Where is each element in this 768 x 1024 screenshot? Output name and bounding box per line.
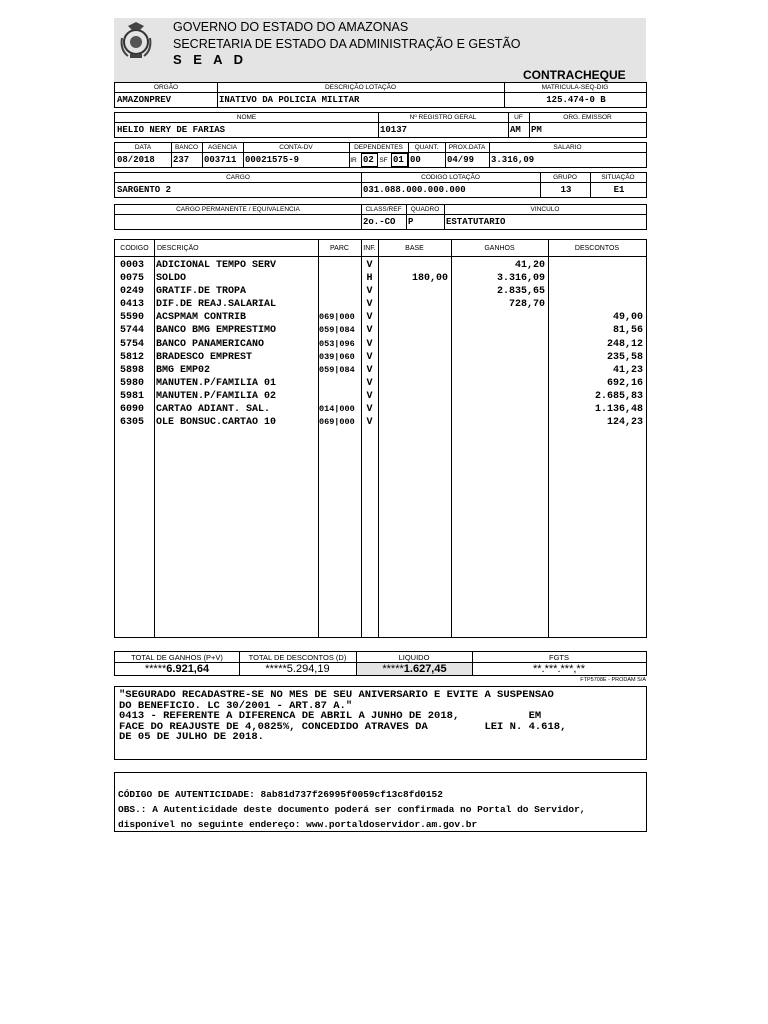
- cell-base: [378, 377, 451, 390]
- cell-descontos: 49,00: [612, 312, 643, 324]
- data-label: DATA: [134, 144, 152, 151]
- cell-base: [378, 351, 451, 364]
- salario-value: 3.316,09: [491, 155, 535, 165]
- cell-base: [378, 390, 451, 403]
- cell-ganhos: [451, 377, 548, 390]
- cell-codigo: 5744: [120, 325, 145, 337]
- liquido-label: LIQUIDO: [398, 653, 430, 662]
- cell-ganhos: [451, 403, 548, 416]
- col-header-descontos: DESCONTOS: [574, 245, 620, 252]
- conta-value: 00021575-9: [245, 155, 300, 165]
- cell-codigo: 5981: [120, 390, 145, 402]
- cell-inf: V: [366, 364, 373, 376]
- cell-base: [378, 285, 451, 298]
- cell-descricao: OLE BONSUC.CARTAO 10: [156, 417, 277, 429]
- amazonas-coat-of-arms-icon: [118, 20, 154, 60]
- descricao-column: [156, 259, 318, 429]
- col-header-codigo: CÓDIGO: [120, 245, 149, 252]
- info-row-cargo: [114, 172, 647, 198]
- registro-label: Nº REGISTRO GERAL: [409, 114, 477, 121]
- cell-descricao: BMG EMP02: [156, 364, 211, 376]
- cell-codigo: 6305: [120, 417, 145, 429]
- col-header-parc: PARC: [330, 245, 349, 252]
- cell-inf: H: [366, 273, 373, 285]
- info-row-nome: [114, 112, 647, 138]
- message-line-5: DE 05 DE JULHO DE 2018.: [119, 731, 264, 743]
- class-ref-label: CLASS/REF: [365, 206, 402, 213]
- cell-descricao: MANUTEN.P/FAMILIA 02: [156, 390, 277, 402]
- prox-data-label: PROX.DATA: [448, 144, 486, 151]
- cell-ganhos: 2.835,65: [496, 286, 545, 298]
- orgao-value: AMAZONPREV: [117, 95, 172, 105]
- situacao-value: E1: [613, 185, 625, 195]
- cell-inf: V: [366, 377, 373, 389]
- vinculo-label: VINCULO: [530, 206, 560, 213]
- cell-base: [378, 338, 451, 351]
- cell-descontos: 2.685,83: [594, 390, 643, 402]
- cell-descricao: DIF.DE REAJ.SALARIAL: [156, 299, 277, 311]
- grupo-value: 13: [560, 185, 572, 195]
- descontos-column: [548, 259, 646, 429]
- cell-base: [378, 311, 451, 324]
- conta-label: CONTA-DV: [279, 144, 313, 151]
- prox-data-value: 04/99: [447, 155, 475, 165]
- cell-base: [378, 298, 451, 311]
- cell-codigo: 0249: [120, 286, 145, 298]
- cargo-value: SARGENTO 2: [117, 185, 172, 195]
- col-header-inf: INF.: [363, 245, 376, 252]
- cell-base: [378, 324, 451, 337]
- cell-inf: V: [366, 417, 373, 429]
- totals-bar: [114, 651, 647, 676]
- cell-codigo: 5590: [120, 312, 145, 324]
- document-title: CONTRACHEQUE: [523, 68, 626, 82]
- sf-label: SF: [379, 157, 388, 164]
- cargo-permanente-label: CARGO PERMANENTE / EQUIVALENCIA: [176, 206, 300, 213]
- banco-label: BANCO: [174, 144, 199, 151]
- cell-parc: [319, 272, 361, 285]
- agencia-value: 003711: [204, 155, 237, 165]
- cell-descricao: ADICIONAL TEMPO SERV: [156, 260, 277, 271]
- codigo-lotacao-value: 031.088.000.000.000: [363, 185, 466, 195]
- ganhos-column: [451, 259, 548, 429]
- liquido-stars: *****: [382, 663, 404, 675]
- message-box: [114, 686, 647, 760]
- cell-ganhos: 3.316,09: [496, 273, 545, 285]
- cell-parc: 053|096: [319, 338, 355, 349]
- cell-inf: V: [366, 312, 373, 324]
- cell-parc: 039|060: [319, 351, 355, 362]
- total-ganhos-amount: 6.921,64: [166, 663, 210, 675]
- cell-descontos: 81,56: [612, 325, 643, 337]
- fgts-label: FGTS: [549, 653, 569, 662]
- cell-ganhos: [451, 338, 548, 351]
- info-row-vinculo: [114, 204, 647, 230]
- nome-label: NOME: [236, 114, 257, 121]
- cell-descricao: SOLDO: [156, 273, 187, 285]
- cell-parc: [319, 377, 361, 390]
- cell-inf: V: [366, 299, 373, 311]
- footnote: FTP5708E - PRODAM S/A: [580, 677, 646, 683]
- cell-parc: 059|084: [319, 364, 355, 375]
- liquido-value: [357, 663, 472, 675]
- payslip-table: [114, 239, 647, 638]
- ir-value: 02: [361, 153, 378, 167]
- quadro-value: P: [408, 217, 414, 227]
- class-ref-value: 2o.-CO: [363, 217, 396, 227]
- quadro-label: QUADRO: [410, 206, 440, 213]
- info-row-banco: [114, 142, 647, 168]
- emissor-value: PM: [531, 125, 542, 135]
- col-header-descricao: DESCRIÇÃO: [157, 245, 199, 252]
- info-row-orgao: [114, 82, 647, 108]
- cell-inf: V: [366, 338, 373, 350]
- total-descontos-value: *****5.294,19: [265, 663, 330, 675]
- cell-parc: 069|000: [319, 312, 355, 323]
- lotacao-value: INATIVO DA POLICIA MILITAR: [219, 95, 360, 105]
- cell-parc: [319, 390, 361, 403]
- cell-descricao: MANUTEN.P/FAMILIA 01: [156, 377, 277, 389]
- uf-label: UF: [514, 114, 523, 121]
- cell-descricao: GRATIF.DE TROPA: [156, 286, 247, 298]
- authenticity-obs-1: OBS.: A Autenticidade deste documento poderá ser confirmada no Portal do Servidor,: [118, 804, 586, 815]
- cell-descontos: 124,23: [606, 417, 643, 429]
- total-ganhos-stars: *****: [144, 663, 167, 675]
- cell-parc: 059|084: [319, 325, 355, 336]
- grupo-label: GRUPO: [553, 174, 577, 181]
- cell-ganhos: [451, 390, 548, 403]
- cell-inf: V: [366, 325, 373, 337]
- quant-label: QUANT.: [414, 144, 439, 151]
- liquido-amount: 1.627,45: [403, 663, 447, 675]
- cell-descricao: BANCO BMG EMPRESTIMO: [156, 325, 277, 337]
- cell-ganhos: 728,70: [508, 299, 545, 311]
- cell-inf: V: [366, 286, 373, 298]
- data-value: 08/2018: [117, 155, 155, 165]
- cell-descontos: 248,12: [606, 338, 643, 350]
- cell-parc: 069|000: [319, 417, 355, 428]
- cell-parc: 014|000: [319, 404, 355, 415]
- cargo-label: CARGO: [226, 174, 250, 181]
- cell-descontos: 235,58: [606, 351, 643, 363]
- cell-codigo: 5898: [120, 364, 145, 376]
- sead-acronym: S E A D: [173, 52, 247, 67]
- matricula-value: 125.474-0 B: [546, 95, 606, 105]
- cell-descontos: [548, 298, 646, 311]
- cell-base: [378, 259, 451, 272]
- cell-descontos: 692,16: [606, 377, 643, 389]
- quant-value: 00: [410, 155, 421, 165]
- cell-descricao: CARTAO ADIANT. SAL.: [156, 404, 271, 416]
- cell-descontos: 41,23: [612, 364, 643, 376]
- banco-value: 237: [173, 155, 190, 165]
- total-descontos-label: TOTAL DE DESCONTOS (D): [248, 653, 347, 662]
- cell-descricao: BANCO PANAMERICANO: [156, 338, 265, 350]
- message-line-1: "SEGURADO RECADASTRE-SE NO MES DE SEU ANIVERSARIO E EVITE A SUSPENSAO: [119, 689, 554, 701]
- nome-value: HELIO NERY DE FARIAS: [117, 125, 226, 135]
- base-column: [378, 259, 451, 429]
- agencia-label: AGENCIA: [207, 144, 238, 151]
- vinculo-value: ESTATUTARIO: [446, 217, 506, 227]
- cell-descricao: ACSPMAM CONTRIB: [156, 312, 247, 324]
- message-line-2: DO BENEFICIO. LC 30/2001 - ART.87 A.": [119, 699, 353, 712]
- cell-codigo: 5812: [120, 351, 145, 363]
- cell-ganhos: [451, 364, 548, 377]
- dependentes-label: DEPENDENTES: [354, 144, 403, 151]
- situacao-label: SITUAÇÃO: [601, 174, 635, 181]
- cell-ganhos: [451, 324, 548, 337]
- secretariat-name: SECRETARIA DE ESTADO DA ADMINISTRAÇÃO E GESTÃO: [173, 37, 521, 51]
- inf-column: [361, 259, 378, 429]
- orgao-label: ORGÃO: [153, 84, 179, 91]
- cell-descontos: [548, 259, 646, 272]
- cell-descontos: 1.136,48: [594, 404, 643, 416]
- government-name: GOVERNO DO ESTADO DO AMAZONAS: [173, 20, 409, 34]
- parc-column: [319, 259, 361, 429]
- cell-ganhos: [451, 311, 548, 324]
- cell-inf: V: [366, 351, 373, 363]
- uf-value: AM: [510, 125, 521, 135]
- ir-label: IR: [350, 157, 357, 164]
- message-line-4: FACE DO REAJUSTE DE 4,0825%, CONCEDIDO ATRAVES DA LEI N. 4.618,: [119, 720, 567, 733]
- col-header-base: BASE: [405, 245, 424, 252]
- cell-inf: V: [366, 260, 373, 271]
- cell-inf: V: [366, 390, 373, 402]
- matricula-label: MATRICULA-SEQ-DIG: [541, 84, 609, 91]
- emissor-label: ORG. EMISSOR: [563, 114, 612, 121]
- cell-parc: [319, 285, 361, 298]
- cell-ganhos: [451, 351, 548, 364]
- registro-value: 10137: [380, 125, 408, 135]
- total-ganhos-label: TOTAL DE GANHOS (P+V): [131, 653, 223, 662]
- cell-descontos: [548, 272, 646, 285]
- cell-base: [378, 416, 451, 429]
- cell-parc: [319, 259, 361, 272]
- lotacao-label: DESCRIÇÃO LOTAÇÃO: [324, 84, 397, 91]
- authenticity-code: CÓDIGO DE AUTENTICIDADE: 8ab81d737f26995f0059cf13c8fd0152: [118, 789, 443, 800]
- authenticity-box: [114, 772, 647, 832]
- cell-parc: [319, 298, 361, 311]
- cell-inf: V: [366, 404, 373, 416]
- cell-base: 180,00: [411, 273, 448, 285]
- cell-codigo: 5754: [120, 338, 145, 350]
- codigo-column: [120, 259, 154, 429]
- fgts-value: **.***.***,**: [533, 663, 585, 675]
- cell-base: [378, 364, 451, 377]
- codigo-lotacao-label: CODIGO LOTAÇÃO: [421, 174, 480, 181]
- cell-codigo: 0413: [120, 299, 145, 311]
- message-line-3: 0413 - REFERENTE A DIFERENCA DE ABRIL A JUNHO DE 2018, EM: [119, 710, 542, 722]
- col-header-ganhos: GANHOS: [484, 245, 515, 252]
- cell-codigo: 0075: [120, 273, 145, 285]
- sf-value: 01: [391, 153, 408, 167]
- cell-ganhos: [451, 416, 548, 429]
- cell-descontos: [548, 285, 646, 298]
- cell-codigo: 5980: [120, 377, 145, 389]
- salario-label: SALARIO: [553, 144, 582, 151]
- cell-ganhos: 41,20: [514, 260, 545, 271]
- authenticity-obs-2: disponível no seguinte endereço: www.portaldoservidor.am.gov.br: [118, 819, 478, 830]
- cell-descricao: BRADESCO EMPREST: [156, 351, 253, 363]
- cell-base: [378, 403, 451, 416]
- cell-codigo: 0003: [120, 260, 145, 271]
- total-ganhos-value: [115, 663, 239, 676]
- cell-codigo: 6090: [120, 404, 145, 416]
